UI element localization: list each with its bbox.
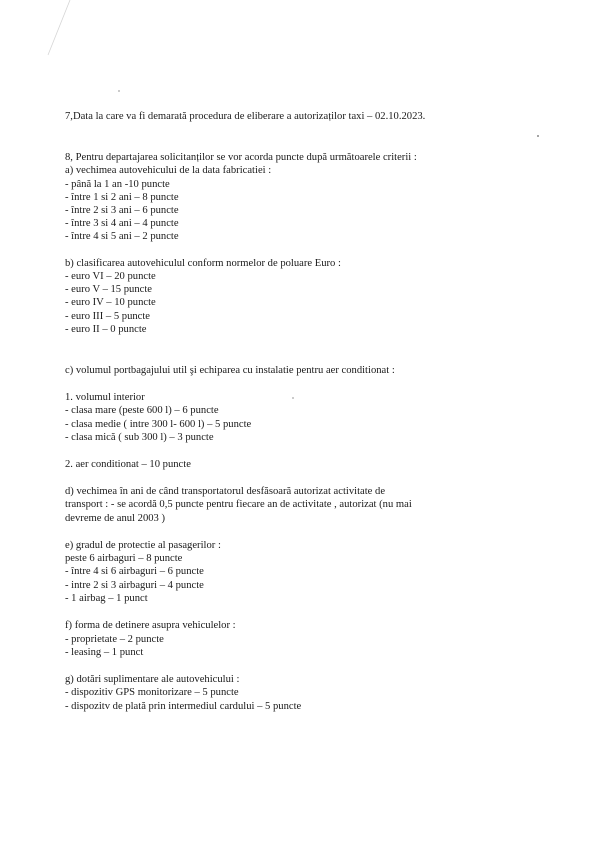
scan-artifact-dot — [118, 90, 120, 92]
section-c-title: c) volumul portbagajului util şi echiparea cu instalatie pentru aer conditionat : — [65, 365, 395, 376]
section-a-item: - între 3 si 4 ani – 4 puncte — [65, 218, 179, 229]
section-b-item: - euro III – 5 puncte — [65, 311, 151, 322]
section-e-item: - între 4 si 6 airbaguri – 6 puncte — [65, 566, 204, 577]
section-c-sub1-item: - clasa mare (peste 600 l) – 6 puncte — [65, 405, 219, 416]
section-f-item: - proprietate – 2 puncte — [65, 634, 164, 645]
section-a-item: - între 4 si 5 ani – 2 puncte — [65, 231, 179, 242]
scan-artifact-dot — [292, 397, 294, 399]
section-e-item: - intre 2 si 3 airbaguri – 4 puncte — [65, 580, 204, 591]
section-a-item: - până la 1 an -10 puncte — [65, 179, 170, 190]
section-b-item: - euro VI – 20 puncte — [65, 271, 156, 282]
section-a-title: a) vechimea autovehicului de la data fabricatiei : — [65, 165, 272, 176]
section-g-item: - dispozitv de plată prin intermediul cardului – 5 puncte — [65, 701, 302, 712]
section-b-item: - euro II – 0 puncte — [65, 324, 147, 335]
section-f-title: f) forma de detinere asupra vehiculelor : — [65, 620, 236, 631]
section-c-sub1-title: 1. volumul interior — [65, 392, 145, 403]
section-b-item: - euro IV – 10 puncte — [65, 297, 156, 308]
section-d-line: d) vechimea în ani de când transportatorul desfăsoară autorizat activitate de — [65, 486, 386, 497]
section-g-item: - dispozitiv GPS monitorizare – 5 puncte — [65, 687, 239, 698]
scan-artifact-dot — [537, 135, 539, 137]
section-b-item: - euro V – 15 puncte — [65, 284, 152, 295]
section-d-line: transport : - se acordă 0,5 puncte pentru fiecare an de activitate , autorizat (nu mai — [65, 499, 412, 510]
section-d-line: devreme de anul 2003 ) — [65, 513, 166, 524]
section-c-sub1-item: - clasa mică ( sub 300 l) – 3 puncte — [65, 432, 214, 443]
scan-artifact-line — [40, 0, 80, 60]
section-e-item: - 1 airbag – 1 punct — [65, 593, 148, 604]
item-8-intro: 8, Pentru departajarea solicitanților se vor acorda puncte după următoarele criterii : — [65, 152, 417, 163]
section-a-item: - între 1 si 2 ani – 8 puncte — [65, 192, 179, 203]
section-g-title: g) dotări suplimentare ale autovehicului : — [65, 674, 240, 685]
section-c-sub2: 2. aer conditionat – 10 puncte — [65, 459, 191, 470]
item-7-start-date: 7,Data la care va fi demarată procedura de eliberare a autorizaților taxi – 02.10.2023. — [65, 111, 426, 122]
section-f-item: - leasing – 1 punct — [65, 647, 144, 658]
section-c-sub1-item: - clasa medie ( intre 300 l- 600 l) – 5 puncte — [65, 419, 252, 430]
section-e-item: peste 6 airbaguri – 8 puncte — [65, 553, 183, 564]
section-b-title: b) clasificarea autovehiculul conform normelor de poluare Euro : — [65, 258, 341, 269]
section-e-title: e) gradul de protectie al pasagerilor : — [65, 540, 221, 551]
section-a-item: - între 2 si 3 ani – 6 puncte — [65, 205, 179, 216]
